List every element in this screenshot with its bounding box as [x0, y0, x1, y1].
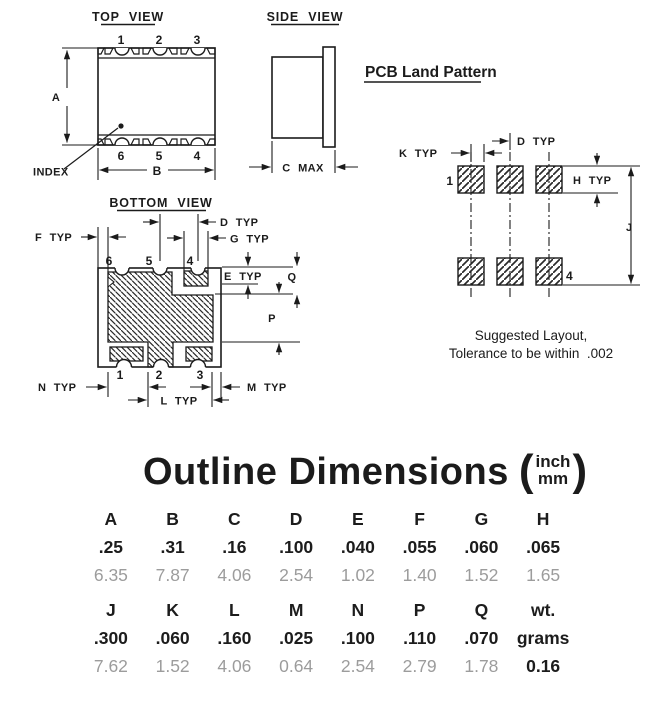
land-pattern-title: PCB Land Pattern — [365, 64, 497, 81]
dim-eqp — [215, 252, 300, 355]
side-view-title: SIDE VIEW — [266, 10, 344, 24]
mm-value: 6.35 — [93, 565, 128, 585]
bv-pin-6-label: 6 — [105, 254, 113, 268]
dim-f-label: F TYP — [35, 232, 73, 244]
col-header: E — [352, 509, 364, 529]
dim-k-label: K TYP — [399, 148, 438, 160]
mm-value: 1.65 — [526, 565, 561, 585]
inch-value: .065 — [526, 537, 561, 557]
layout-note-line1: Suggested Layout, — [474, 328, 588, 343]
weight-value: 0.16 — [526, 656, 561, 676]
pad-1-bottom-view — [110, 347, 143, 361]
weight-unit: grams — [516, 628, 570, 648]
mm-value: 2.54 — [340, 656, 375, 676]
dim-c — [249, 141, 358, 175]
inch-value: .060 — [464, 537, 499, 557]
col-header-wt: wt. — [530, 600, 556, 620]
dim-d-label: D TYP — [220, 217, 259, 229]
land-pad-1-label: 1 — [446, 174, 453, 188]
mm-value: 1.02 — [340, 565, 375, 585]
mm-value: 2.54 — [279, 565, 314, 585]
col-header: C — [228, 509, 241, 529]
index-label: INDEX — [33, 166, 69, 179]
dim-g-label: G TYP — [230, 233, 270, 246]
inch-value: .070 — [464, 628, 499, 648]
bottom-view — [35, 196, 300, 408]
mm-value: 1.78 — [464, 656, 499, 676]
col-header: J — [106, 600, 116, 620]
inch-value: .100 — [340, 628, 375, 648]
col-header: D — [289, 509, 303, 529]
col-header: G — [474, 509, 489, 529]
bottom-view-title: BOTTOM VIEW — [109, 196, 213, 210]
bv-pin-3-label: 3 — [196, 368, 204, 382]
col-header: B — [166, 509, 179, 529]
mm-value: 7.87 — [155, 565, 190, 585]
unit-stack — [535, 453, 570, 487]
bv-pin-5-label: 5 — [145, 254, 153, 268]
unit-mm: mm — [537, 469, 569, 488]
dim-q-label: Q — [287, 271, 297, 284]
outline-dimensions-title — [143, 446, 588, 495]
paren-open: ( — [518, 446, 534, 495]
pin-4-label: 4 — [193, 149, 201, 163]
paren-close: ) — [572, 446, 588, 495]
dim-d-land-label: D TYP — [517, 136, 556, 148]
col-header: A — [104, 509, 118, 529]
mm-value: 4.06 — [217, 656, 252, 676]
dim-l-label: L TYP — [160, 395, 198, 408]
dim-g — [167, 231, 269, 271]
top-view-title: TOP VIEW — [91, 10, 165, 24]
bv-pin-4-label: 4 — [186, 254, 194, 268]
dim-a — [52, 48, 98, 145]
pin-2-label: 2 — [155, 33, 163, 47]
mm-value: 0.64 — [279, 656, 314, 676]
pin-3-label: 3 — [193, 33, 201, 47]
side-view — [249, 10, 358, 175]
col-header: K — [166, 600, 179, 620]
inch-value: .300 — [93, 628, 128, 648]
bv-pin-2-label: 2 — [155, 368, 163, 382]
inch-value: .040 — [340, 537, 375, 557]
layout-note-line2: Tolerance to be within .002 — [448, 346, 614, 361]
pin-6-label: 6 — [117, 149, 125, 163]
dim-m-label: M TYP — [247, 382, 287, 394]
col-header: P — [413, 600, 426, 620]
inch-value: .100 — [279, 537, 314, 557]
index-dot — [118, 123, 123, 128]
unit-inch: inch — [535, 452, 571, 471]
inch-value: .160 — [217, 628, 252, 648]
dim-e-label: E TYP — [224, 271, 262, 283]
dim-h-label: H TYP — [573, 175, 612, 187]
mm-value: 2.79 — [402, 656, 437, 676]
inch-value: .16 — [222, 537, 247, 557]
dim-c-label: C MAX — [282, 162, 324, 175]
col-header: F — [414, 509, 425, 529]
col-header: L — [229, 600, 240, 620]
dim-b-label: B — [152, 164, 162, 178]
mm-value: 1.40 — [402, 565, 437, 585]
mm-value: 7.62 — [93, 656, 128, 676]
top-view — [33, 10, 215, 180]
mm-value: 1.52 — [155, 656, 190, 676]
inch-value: .31 — [160, 537, 185, 557]
mm-value: 1.52 — [464, 565, 499, 585]
castellation-notches-top-view — [115, 48, 205, 145]
col-header: Q — [474, 600, 489, 620]
dim-a-label: A — [51, 92, 61, 104]
index-leader-line — [64, 128, 118, 169]
inch-value: .055 — [402, 537, 437, 557]
inch-value: .25 — [98, 537, 124, 557]
pin-5-label: 5 — [155, 149, 163, 163]
pcb-land-pattern — [364, 64, 640, 361]
dim-j-label: J — [626, 222, 633, 234]
land-pad-4-label: 4 — [566, 269, 573, 283]
col-header: M — [288, 600, 304, 620]
dim-n-label: N TYP — [38, 382, 77, 394]
inch-value: .110 — [403, 628, 437, 648]
inch-value: .060 — [155, 628, 190, 648]
table-title-text: Outline Dimensions — [143, 451, 509, 493]
dimension-table-block2 — [80, 596, 574, 680]
mm-value: 4.06 — [217, 565, 252, 585]
pin-1-label: 1 — [117, 33, 125, 47]
col-header: N — [351, 600, 365, 620]
dim-f — [35, 227, 126, 272]
dimension-table-block1 — [80, 505, 574, 589]
col-header: H — [536, 509, 550, 529]
terminal-bar-side-view — [323, 47, 335, 147]
bv-pin-1-label: 1 — [116, 368, 124, 382]
inch-value: .025 — [279, 628, 314, 648]
dim-p-label: P — [268, 313, 276, 325]
package-body-side-view — [272, 57, 323, 138]
